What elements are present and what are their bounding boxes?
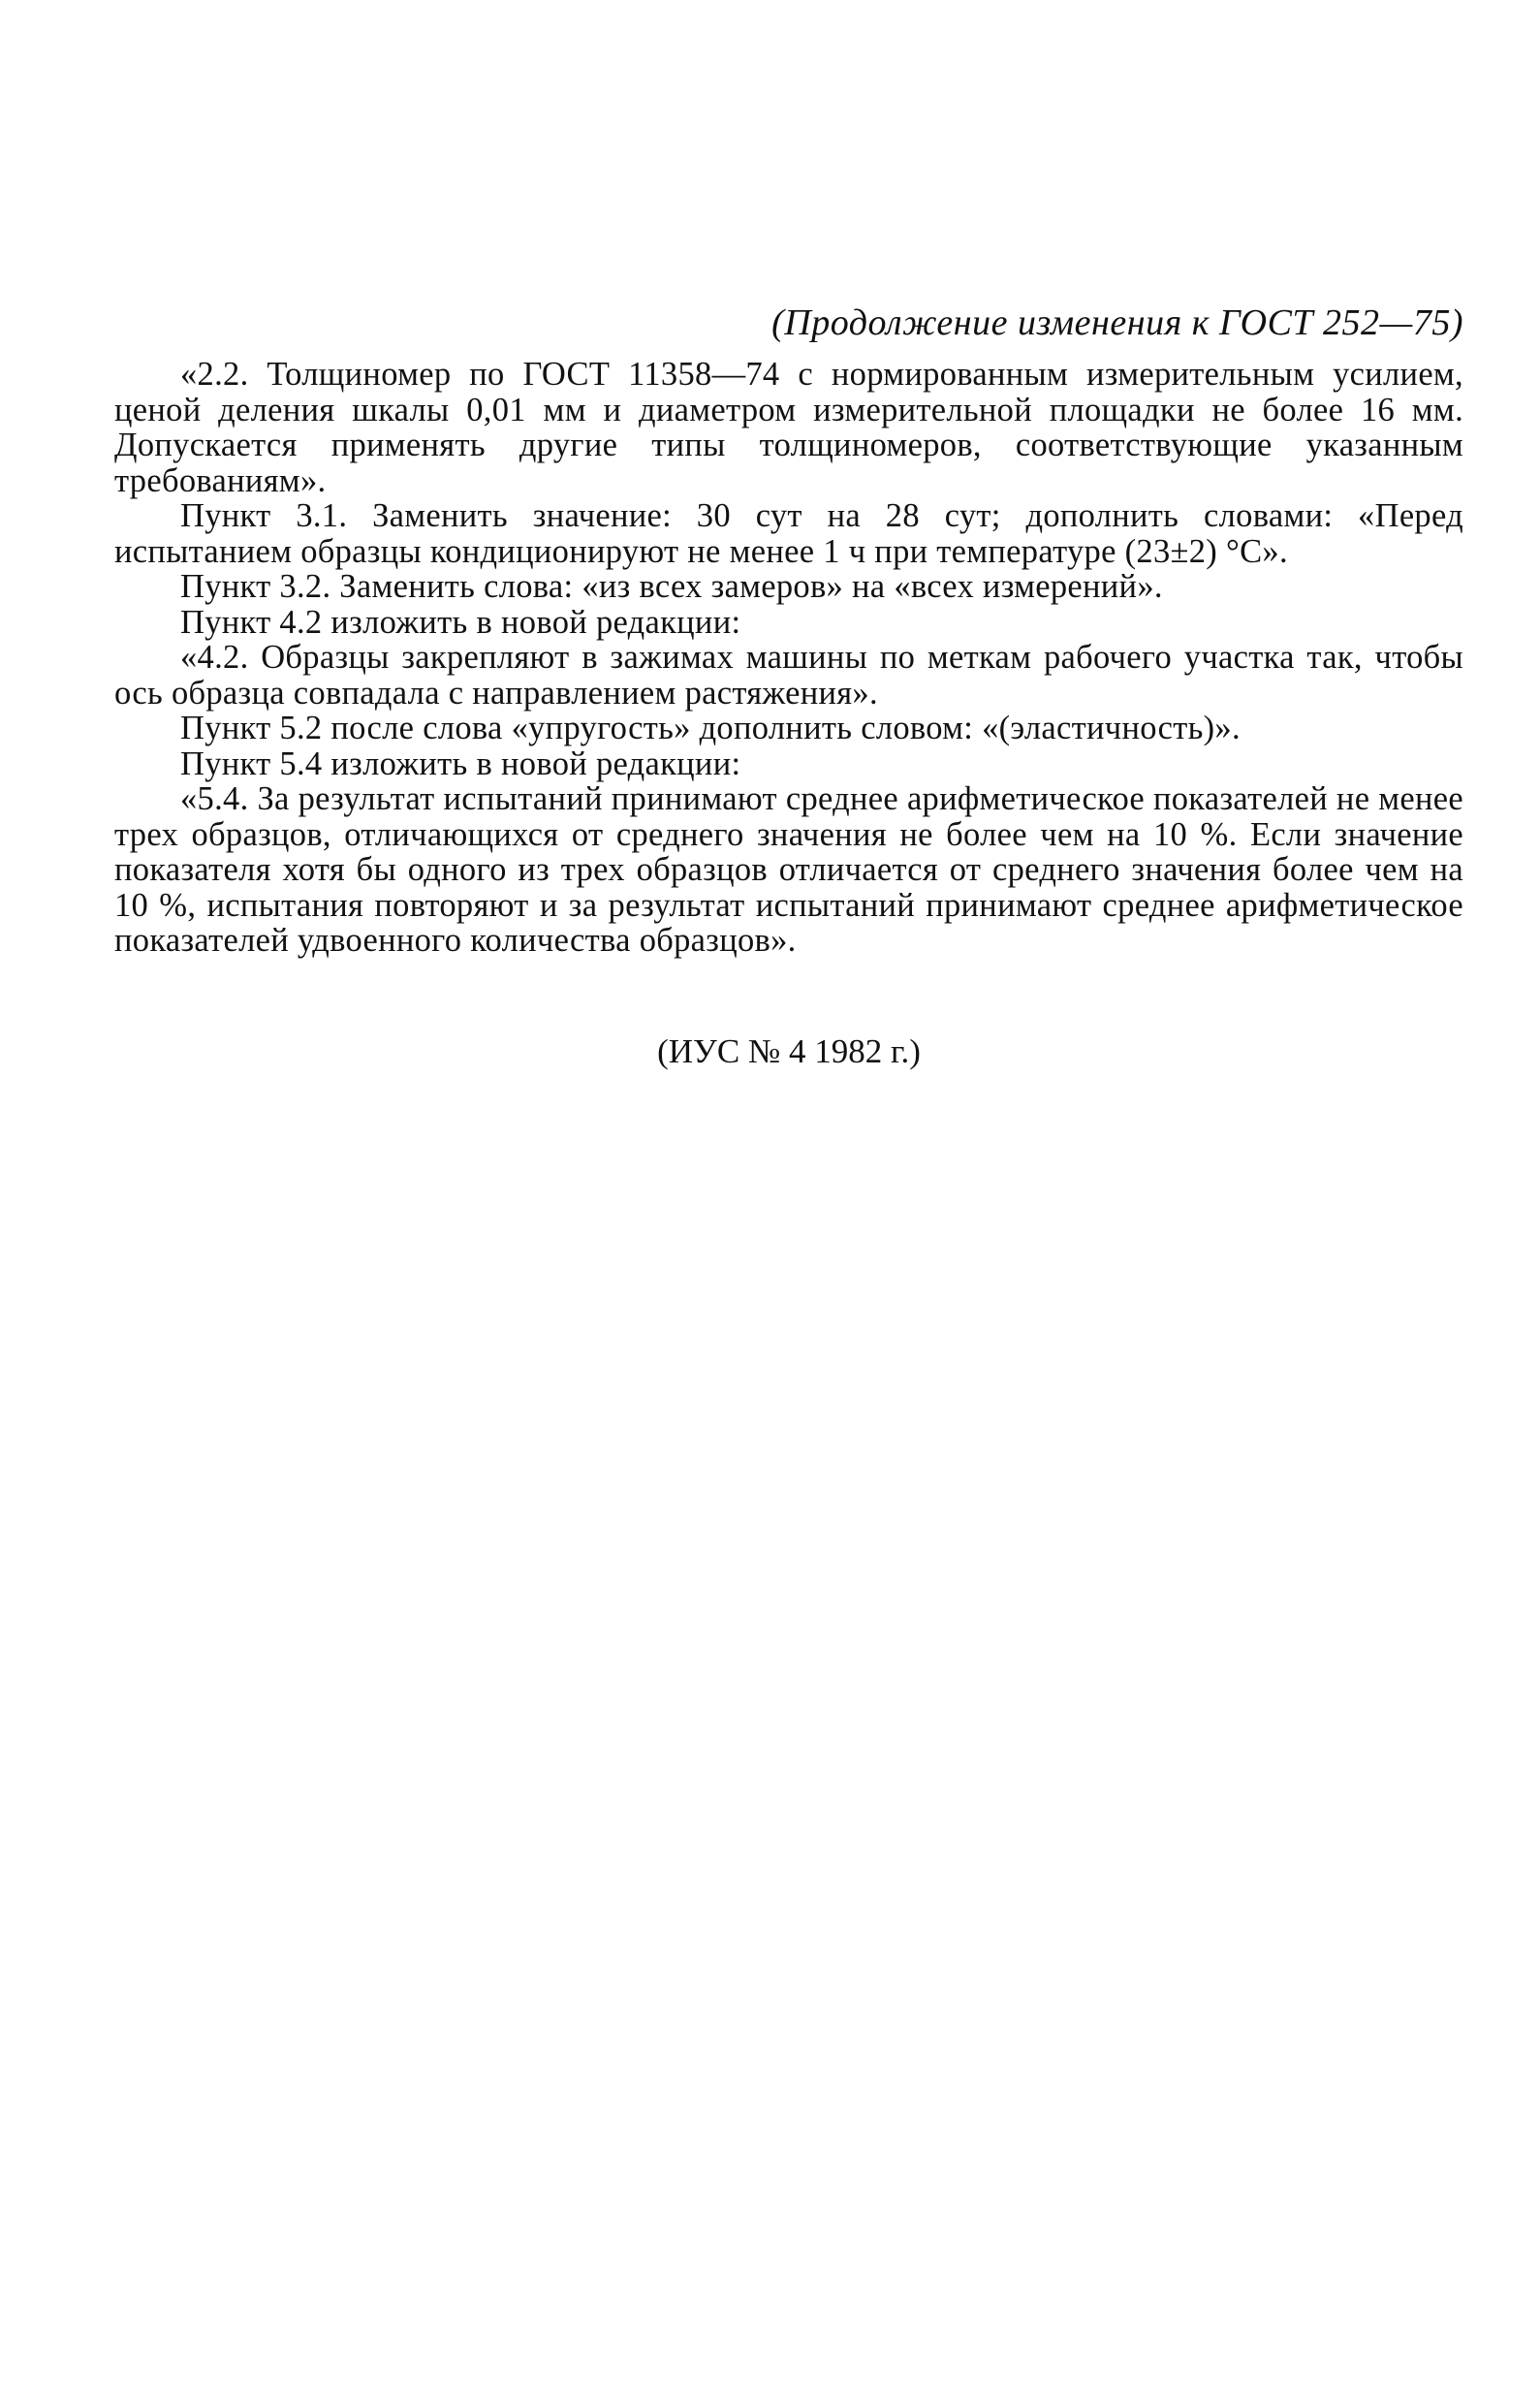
paragraph-4-2: «4.2. Образцы закрепляют в зажимах машины по меткам рабочего участка так, чтобы ось образца совпадала с направлением растяжения». (114, 639, 1463, 712)
paragraph-3-1: Пункт 3.1. Заменить значение: 30 сут на 28 сут; дополнить словами: «Перед испытанием образцы кондиционируют не менее 1 ч при температуре (23±2) °С». (114, 497, 1463, 570)
source-note: (ИУС № 4 1982 г.) (657, 1032, 921, 1070)
document-body (114, 357, 1463, 959)
paragraph-5-2: Пункт 5.2 после слова «упругость» дополнить словом: «(эластичность)». (180, 710, 1241, 746)
page-header: (Продолжение изменения к ГОСТ 252—75) (771, 302, 1463, 343)
paragraph-2-2: «2.2. Толщиномер по ГОСТ 11358—74 с нормированным измерительным усилием, ценой деления шкалы 0,01 мм и диаметром измерительной площадки не более 16 мм. Допускается применять другие типы толщиномеров, соответствующие указанным требованиям». (114, 356, 1463, 499)
paragraph-3-2: Пункт 3.2. Заменить слова: «из всех замеров» на «всех измерений». (180, 568, 1163, 605)
paragraph-5-4-intro: Пункт 5.4 изложить в новой редакции: (180, 744, 741, 782)
paragraph-5-4: «5.4. За результат испытаний принимают среднее арифметическое показателей не менее трех образцов, отличающихся от среднего значения не более чем на 10 %. Если значение показателя хотя бы одного из трех образцов отличается от среднего значения более чем на 10 %, испытания повторяют и за результат испытаний принимают среднее арифметическое показателей удвоенного количества образцов». (114, 780, 1463, 959)
paragraph-4-2-intro: Пункт 4.2 изложить в новой редакции: (180, 603, 741, 641)
